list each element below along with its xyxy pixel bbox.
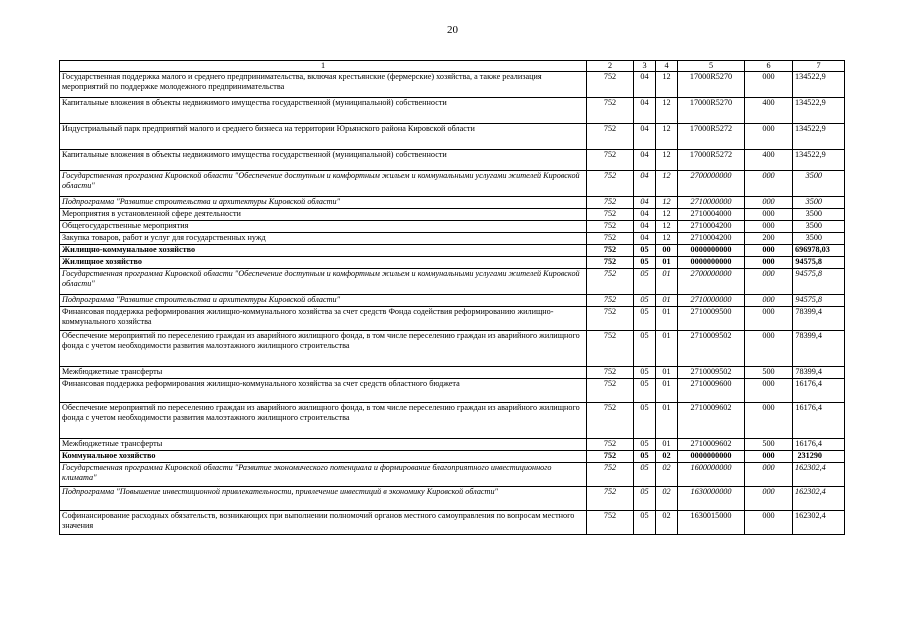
code-section-cell: 04 bbox=[634, 221, 656, 233]
code-ministry-cell: 752 bbox=[587, 487, 634, 511]
table-row bbox=[60, 98, 845, 124]
table-row bbox=[60, 331, 845, 367]
header-cell: 2 bbox=[587, 61, 634, 72]
code-subsection-cell: 02 bbox=[656, 487, 678, 511]
amount-cell: 3500 bbox=[793, 197, 845, 209]
code-subsection-cell: 12 bbox=[656, 221, 678, 233]
code-subsection-cell: 02 bbox=[656, 463, 678, 487]
row-name-cell: Обеспечение мероприятий по переселению граждан из аварийного жилищного фонда, в том числе переселению граждан из аварийного жилищного фонда с учетом необходимости развития малоэтажного жилищного строительства bbox=[60, 403, 587, 439]
code-section-cell: 04 bbox=[634, 171, 656, 197]
code-subsection-cell: 01 bbox=[656, 439, 678, 451]
row-name-cell: Межбюджетные трансферты bbox=[60, 439, 587, 451]
table-row bbox=[60, 307, 845, 331]
code-expense-type-cell: 000 bbox=[745, 379, 793, 403]
table-row bbox=[60, 269, 845, 295]
table-row bbox=[60, 171, 845, 197]
code-section-cell: 04 bbox=[634, 72, 656, 98]
code-ministry-cell: 752 bbox=[587, 245, 634, 257]
row-name-cell: Подпрограмма "Развитие строительства и архитектуры Кировской области" bbox=[60, 295, 587, 307]
code-expense-type-cell: 000 bbox=[745, 511, 793, 535]
amount-cell: 162302,4 bbox=[793, 463, 845, 487]
code-ministry-cell: 752 bbox=[587, 439, 634, 451]
code-section-cell: 05 bbox=[634, 269, 656, 295]
header-cell: 5 bbox=[678, 61, 745, 72]
table-row bbox=[60, 367, 845, 379]
table-row bbox=[60, 221, 845, 233]
code-section-cell: 05 bbox=[634, 451, 656, 463]
code-subsection-cell: 01 bbox=[656, 379, 678, 403]
code-subsection-cell: 12 bbox=[656, 233, 678, 245]
code-section-cell: 05 bbox=[634, 463, 656, 487]
code-target-item-cell: 2710004200 bbox=[678, 221, 745, 233]
table-row bbox=[60, 245, 845, 257]
code-subsection-cell: 12 bbox=[656, 197, 678, 209]
code-expense-type-cell: 000 bbox=[745, 269, 793, 295]
code-section-cell: 04 bbox=[634, 124, 656, 150]
code-ministry-cell: 752 bbox=[587, 367, 634, 379]
code-subsection-cell: 01 bbox=[656, 403, 678, 439]
code-target-item-cell: 2710009500 bbox=[678, 307, 745, 331]
table-row bbox=[60, 150, 845, 171]
amount-cell: 94575,8 bbox=[793, 257, 845, 269]
code-ministry-cell: 752 bbox=[587, 511, 634, 535]
code-ministry-cell: 752 bbox=[587, 257, 634, 269]
table-header-row bbox=[60, 61, 845, 72]
code-ministry-cell: 752 bbox=[587, 197, 634, 209]
row-name-cell: Софинансирование расходных обязательств, возникающих при выполнении полномочий органов местного самоуправления по вопросам местного значения bbox=[60, 511, 587, 535]
code-target-item-cell: 17000R5270 bbox=[678, 98, 745, 124]
header-cell: 7 bbox=[793, 61, 845, 72]
code-target-item-cell: 1600000000 bbox=[678, 463, 745, 487]
amount-cell: 3500 bbox=[793, 171, 845, 197]
code-ministry-cell: 752 bbox=[587, 171, 634, 197]
row-name-cell: Подпрограмма "Развитие строительства и архитектуры Кировской области" bbox=[60, 197, 587, 209]
code-section-cell: 05 bbox=[634, 245, 656, 257]
code-target-item-cell: 0000000000 bbox=[678, 245, 745, 257]
code-subsection-cell: 01 bbox=[656, 367, 678, 379]
row-name-cell: Жилищное хозяйство bbox=[60, 257, 587, 269]
code-section-cell: 05 bbox=[634, 367, 656, 379]
code-target-item-cell: 17000R5272 bbox=[678, 150, 745, 171]
code-ministry-cell: 752 bbox=[587, 233, 634, 245]
code-expense-type-cell: 200 bbox=[745, 233, 793, 245]
code-subsection-cell: 02 bbox=[656, 451, 678, 463]
amount-cell: 231290 bbox=[793, 451, 845, 463]
code-section-cell: 05 bbox=[634, 331, 656, 367]
code-expense-type-cell: 000 bbox=[745, 295, 793, 307]
code-subsection-cell: 01 bbox=[656, 295, 678, 307]
amount-cell: 696978,03 bbox=[793, 245, 845, 257]
row-name-cell: Жилищно-коммунальное хозяйство bbox=[60, 245, 587, 257]
code-ministry-cell: 752 bbox=[587, 295, 634, 307]
code-expense-type-cell: 000 bbox=[745, 307, 793, 331]
row-name-cell: Мероприятия в установленной сфере деятельности bbox=[60, 209, 587, 221]
table-row bbox=[60, 233, 845, 245]
row-name-cell: Капитальные вложения в объекты недвижимого имущества государственной (муниципальной) собственности bbox=[60, 98, 587, 124]
code-subsection-cell: 12 bbox=[656, 98, 678, 124]
row-name-cell: Финансовая поддержка реформирования жилищно-коммунального хозяйства за счет средств Фонда содействия реформированию жилищно-коммунального хозяйства bbox=[60, 307, 587, 331]
amount-cell: 134522,9 bbox=[793, 150, 845, 171]
amount-cell: 134522,9 bbox=[793, 72, 845, 98]
code-target-item-cell: 17000R5270 bbox=[678, 72, 745, 98]
page-number: 20 bbox=[447, 24, 458, 36]
code-section-cell: 04 bbox=[634, 233, 656, 245]
code-target-item-cell: 2710009502 bbox=[678, 331, 745, 367]
code-target-item-cell: 2710009602 bbox=[678, 439, 745, 451]
row-name-cell: Государственная поддержка малого и среднего предпринимательства, включая крестьянские (фермерские) хозяйства, а также реализация мероприятий по поддержке молодежного предпринимательства bbox=[60, 72, 587, 98]
code-subsection-cell: 00 bbox=[656, 245, 678, 257]
table-row bbox=[60, 379, 845, 403]
table-row bbox=[60, 124, 845, 150]
code-ministry-cell: 752 bbox=[587, 221, 634, 233]
code-section-cell: 04 bbox=[634, 98, 656, 124]
amount-cell: 3500 bbox=[793, 221, 845, 233]
table-row bbox=[60, 487, 845, 511]
table-row bbox=[60, 511, 845, 535]
code-section-cell: 05 bbox=[634, 487, 656, 511]
code-section-cell: 05 bbox=[634, 295, 656, 307]
code-ministry-cell: 752 bbox=[587, 124, 634, 150]
code-target-item-cell: 0000000000 bbox=[678, 257, 745, 269]
code-subsection-cell: 01 bbox=[656, 331, 678, 367]
code-subsection-cell: 01 bbox=[656, 307, 678, 331]
code-expense-type-cell: 500 bbox=[745, 367, 793, 379]
code-target-item-cell: 17000R5272 bbox=[678, 124, 745, 150]
code-ministry-cell: 752 bbox=[587, 307, 634, 331]
code-subsection-cell: 02 bbox=[656, 511, 678, 535]
code-target-item-cell: 1630000000 bbox=[678, 487, 745, 511]
code-section-cell: 05 bbox=[634, 257, 656, 269]
table-row bbox=[60, 451, 845, 463]
budget-table bbox=[59, 60, 845, 535]
code-section-cell: 04 bbox=[634, 209, 656, 221]
code-ministry-cell: 752 bbox=[587, 451, 634, 463]
row-name-cell: Государственная программа Кировской области "Обеспечение доступным и комфортным жильем и коммунальными услугами жителей Кировской области" bbox=[60, 171, 587, 197]
code-target-item-cell: 2710000000 bbox=[678, 295, 745, 307]
code-section-cell: 04 bbox=[634, 197, 656, 209]
amount-cell: 162302,4 bbox=[793, 511, 845, 535]
code-expense-type-cell: 000 bbox=[745, 209, 793, 221]
table-row bbox=[60, 197, 845, 209]
header-cell: 6 bbox=[745, 61, 793, 72]
code-target-item-cell: 2700000000 bbox=[678, 171, 745, 197]
code-section-cell: 05 bbox=[634, 511, 656, 535]
code-expense-type-cell: 000 bbox=[745, 221, 793, 233]
code-target-item-cell: 2710004200 bbox=[678, 233, 745, 245]
code-section-cell: 04 bbox=[634, 150, 656, 171]
code-subsection-cell: 01 bbox=[656, 269, 678, 295]
header-cell: 4 bbox=[656, 61, 678, 72]
code-subsection-cell: 12 bbox=[656, 171, 678, 197]
code-expense-type-cell: 000 bbox=[745, 197, 793, 209]
amount-cell: 134522,9 bbox=[793, 98, 845, 124]
amount-cell: 134522,9 bbox=[793, 124, 845, 150]
code-section-cell: 05 bbox=[634, 307, 656, 331]
amount-cell: 3500 bbox=[793, 233, 845, 245]
code-ministry-cell: 752 bbox=[587, 269, 634, 295]
code-ministry-cell: 752 bbox=[587, 331, 634, 367]
amount-cell: 94575,8 bbox=[793, 295, 845, 307]
row-name-cell: Финансовая поддержка реформирования жилищно-коммунального хозяйства за счет средств областного бюджета bbox=[60, 379, 587, 403]
code-expense-type-cell: 000 bbox=[745, 257, 793, 269]
row-name-cell: Подпрограмма "Повышение инвестиционной привлекательности, привлечение инвестиций в экономику Кировской области" bbox=[60, 487, 587, 511]
code-expense-type-cell: 000 bbox=[745, 451, 793, 463]
code-target-item-cell: 2710000000 bbox=[678, 197, 745, 209]
code-expense-type-cell: 000 bbox=[745, 487, 793, 511]
amount-cell: 78399,4 bbox=[793, 307, 845, 331]
code-target-item-cell: 2710009602 bbox=[678, 403, 745, 439]
amount-cell: 162302,4 bbox=[793, 487, 845, 511]
code-expense-type-cell: 500 bbox=[745, 439, 793, 451]
code-section-cell: 05 bbox=[634, 439, 656, 451]
amount-cell: 78399,4 bbox=[793, 331, 845, 367]
amount-cell: 16176,4 bbox=[793, 439, 845, 451]
header-cell: 1 bbox=[60, 61, 587, 72]
code-ministry-cell: 752 bbox=[587, 98, 634, 124]
row-name-cell: Закупка товаров, работ и услуг для государственных нужд bbox=[60, 233, 587, 245]
code-ministry-cell: 752 bbox=[587, 72, 634, 98]
row-name-cell: Межбюджетные трансферты bbox=[60, 367, 587, 379]
amount-cell: 3500 bbox=[793, 209, 845, 221]
header-cell: 3 bbox=[634, 61, 656, 72]
row-name-cell: Коммунальное хозяйство bbox=[60, 451, 587, 463]
table-row bbox=[60, 257, 845, 269]
code-subsection-cell: 12 bbox=[656, 72, 678, 98]
row-name-cell: Государственная программа Кировской области "Развитие экономического потенциала и формирование благоприятного инвестиционного климата" bbox=[60, 463, 587, 487]
row-name-cell: Индустриальный парк предприятий малого и среднего бизнеса на территории Юрьянского района Кировской области bbox=[60, 124, 587, 150]
code-expense-type-cell: 400 bbox=[745, 150, 793, 171]
code-ministry-cell: 752 bbox=[587, 403, 634, 439]
code-ministry-cell: 752 bbox=[587, 379, 634, 403]
code-target-item-cell: 2710004000 bbox=[678, 209, 745, 221]
row-name-cell: Общегосударственные мероприятия bbox=[60, 221, 587, 233]
code-expense-type-cell: 000 bbox=[745, 171, 793, 197]
code-expense-type-cell: 000 bbox=[745, 331, 793, 367]
amount-cell: 94575,8 bbox=[793, 269, 845, 295]
code-expense-type-cell: 000 bbox=[745, 403, 793, 439]
row-name-cell: Капитальные вложения в объекты недвижимого имущества государственной (муниципальной) собственности bbox=[60, 150, 587, 171]
table-row bbox=[60, 463, 845, 487]
row-name-cell: Обеспечение мероприятий по переселению граждан из аварийного жилищного фонда, в том числе переселению граждан из аварийного жилищного фонда с учетом необходимости развития малоэтажного жилищного строительства bbox=[60, 331, 587, 367]
amount-cell: 16176,4 bbox=[793, 379, 845, 403]
code-target-item-cell: 2710009502 bbox=[678, 367, 745, 379]
code-subsection-cell: 12 bbox=[656, 150, 678, 171]
code-target-item-cell: 1630015000 bbox=[678, 511, 745, 535]
code-target-item-cell: 2700000000 bbox=[678, 269, 745, 295]
code-subsection-cell: 12 bbox=[656, 209, 678, 221]
code-target-item-cell: 2710009600 bbox=[678, 379, 745, 403]
code-section-cell: 05 bbox=[634, 403, 656, 439]
table-row bbox=[60, 209, 845, 221]
code-target-item-cell: 0000000000 bbox=[678, 451, 745, 463]
code-subsection-cell: 01 bbox=[656, 257, 678, 269]
row-name-cell: Государственная программа Кировской области "Обеспечение доступным и комфортным жильем и коммунальными услугами жителей Кировской области" bbox=[60, 269, 587, 295]
code-subsection-cell: 12 bbox=[656, 124, 678, 150]
code-expense-type-cell: 000 bbox=[745, 72, 793, 98]
code-expense-type-cell: 000 bbox=[745, 124, 793, 150]
table-row bbox=[60, 403, 845, 439]
amount-cell: 16176,4 bbox=[793, 403, 845, 439]
code-ministry-cell: 752 bbox=[587, 209, 634, 221]
amount-cell: 78399,4 bbox=[793, 367, 845, 379]
table-row bbox=[60, 295, 845, 307]
code-section-cell: 05 bbox=[634, 379, 656, 403]
code-expense-type-cell: 000 bbox=[745, 463, 793, 487]
code-expense-type-cell: 400 bbox=[745, 98, 793, 124]
table-row bbox=[60, 72, 845, 98]
code-ministry-cell: 752 bbox=[587, 463, 634, 487]
table-row bbox=[60, 439, 845, 451]
code-expense-type-cell: 000 bbox=[745, 245, 793, 257]
code-ministry-cell: 752 bbox=[587, 150, 634, 171]
